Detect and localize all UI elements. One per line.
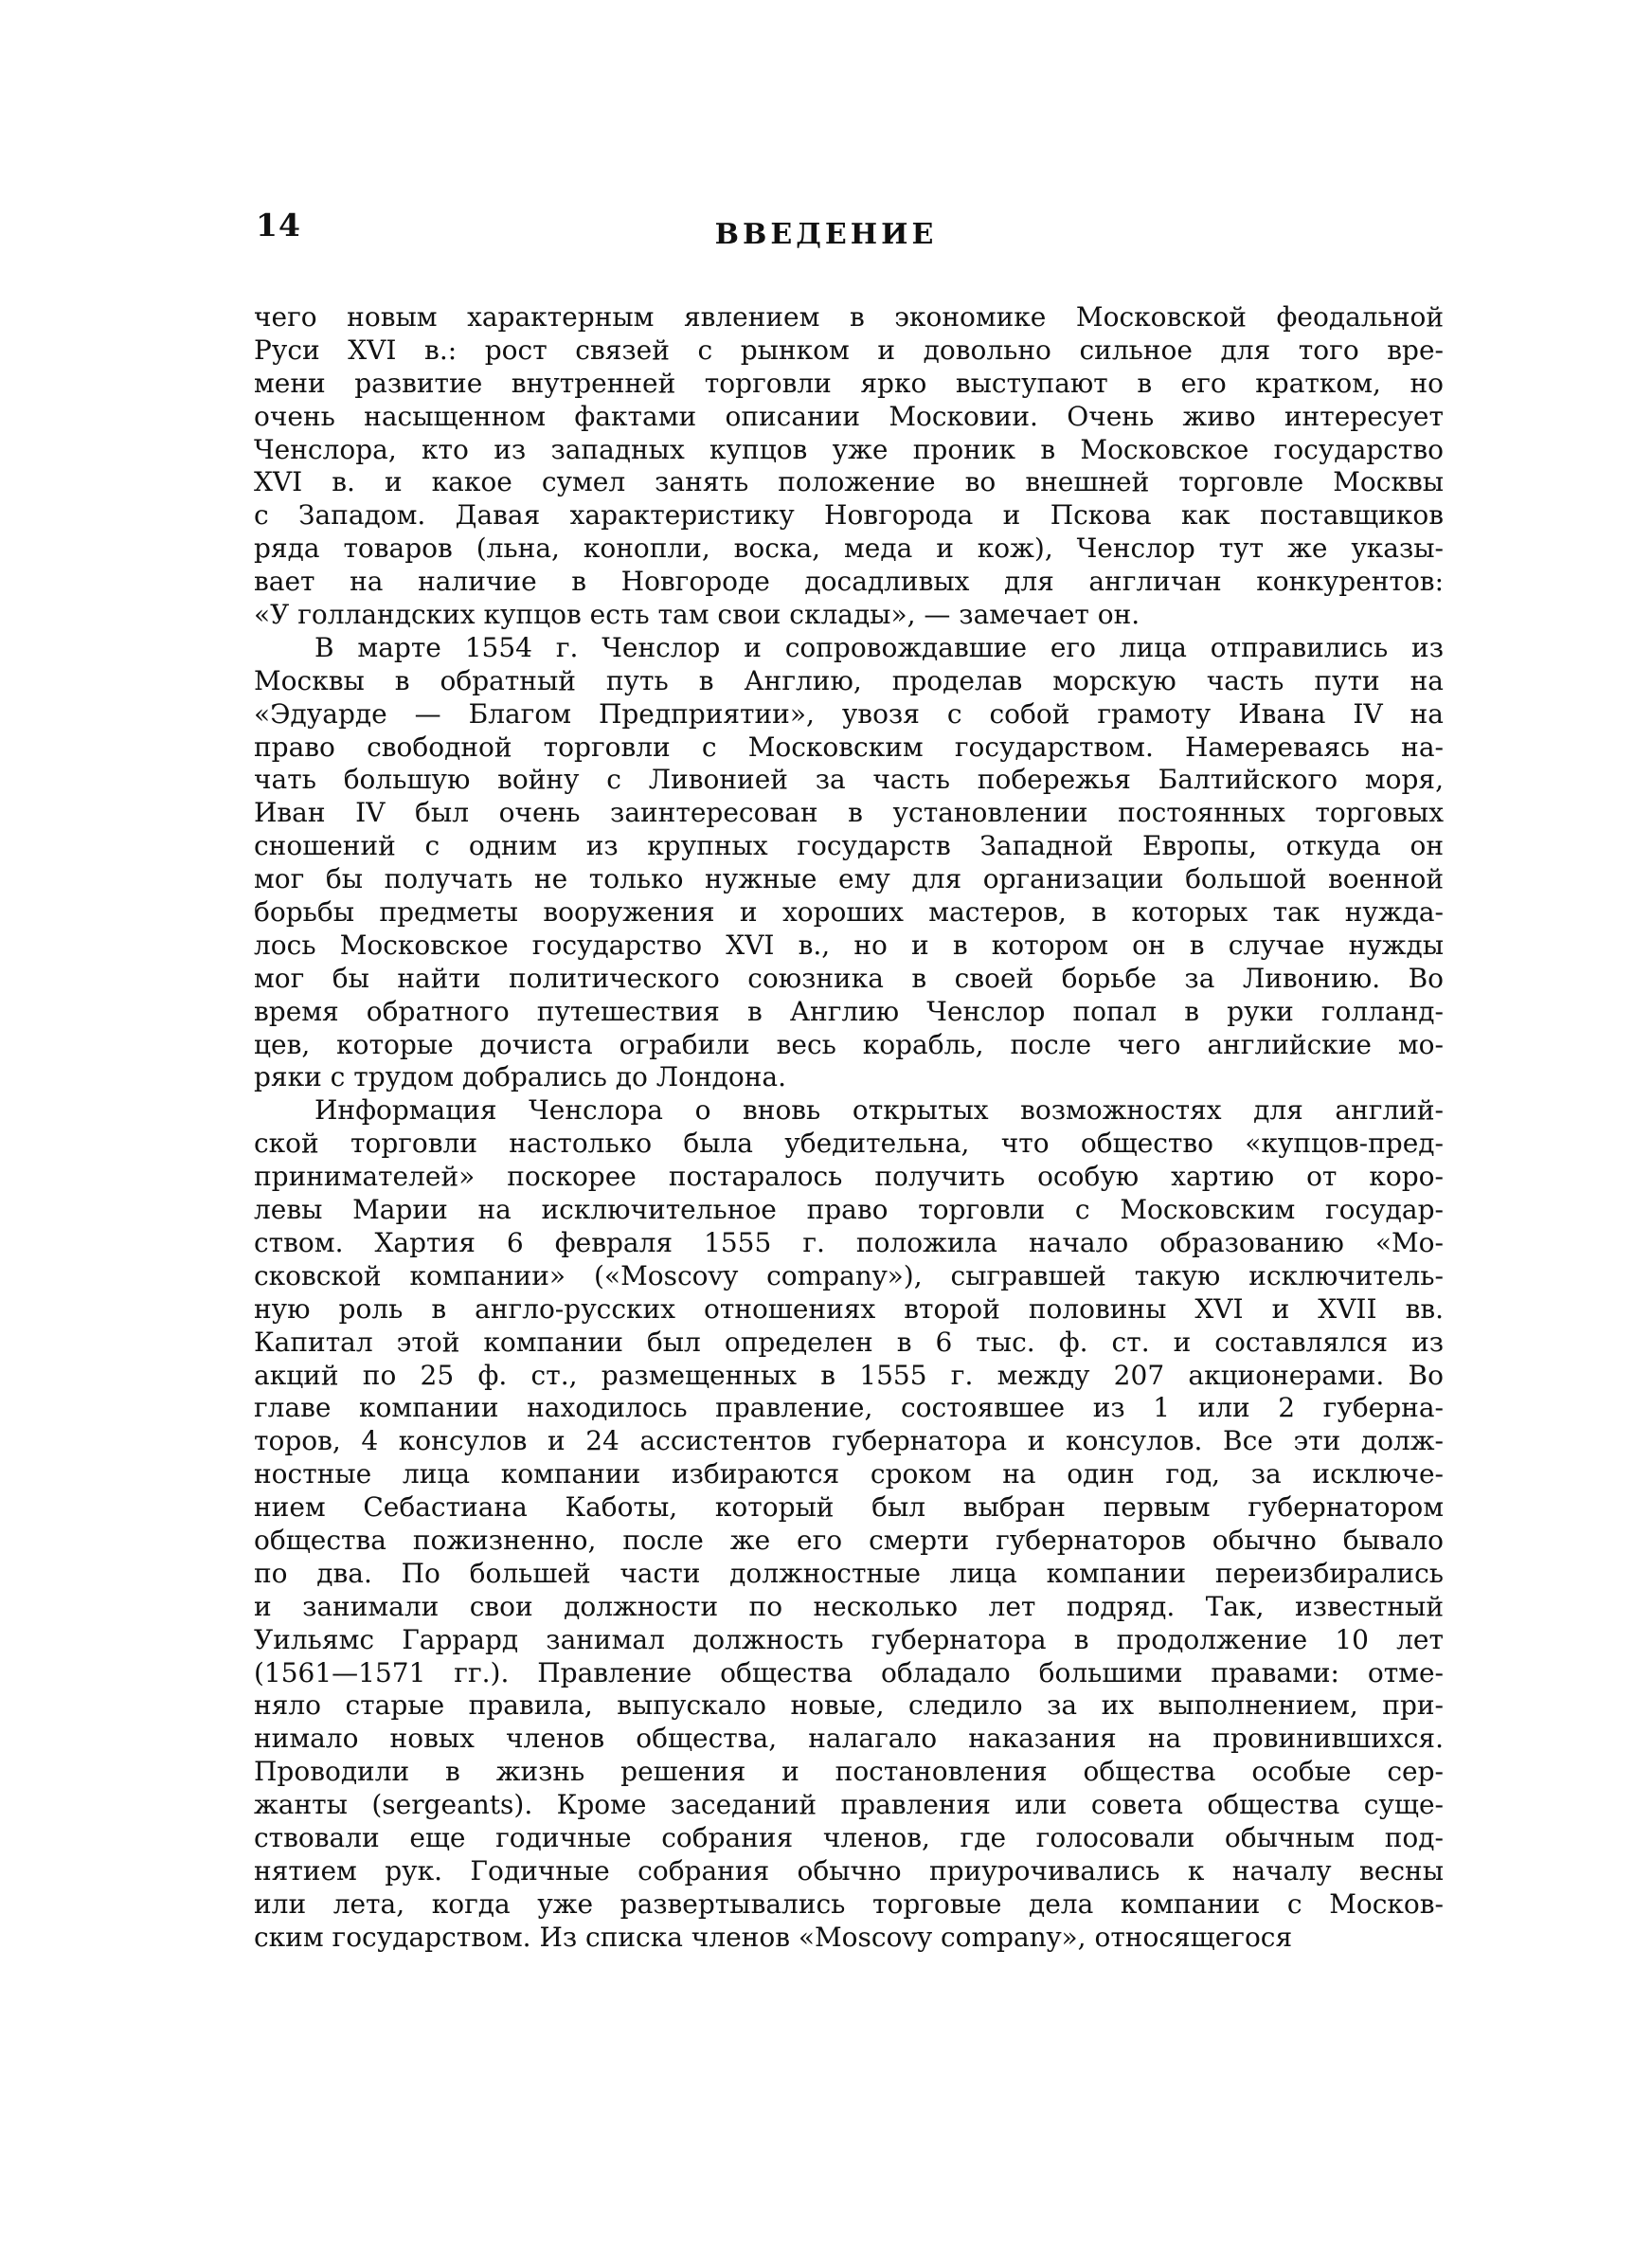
text-line: с Западом. Давая характеристику Новгорода и Пскова как поставщиков: [254, 499, 1444, 532]
running-head: ВВЕДЕНИЕ: [714, 218, 938, 251]
text-line: или лета, когда уже развертывались торговые дела компании с Москов-: [254, 1887, 1444, 1920]
text-line: ской торговли настолько была убедительна, что общество «купцов-пред-: [254, 1128, 1444, 1160]
text-line: чать большую войну с Ливонией за часть побережья Балтийского моря,: [254, 764, 1444, 796]
text-line: сношений с одним из крупных государств Западной Европы, откуда он: [254, 830, 1444, 862]
text-line: лось Московское государство XVI в., но и в котором он в случае нужды: [254, 929, 1444, 961]
text-line: нимало новых членов общества, налагало наказания на провинившихся.: [254, 1723, 1444, 1755]
text-line: (1561—1571 гг.). Правление общества обладало большими правами: отме-: [254, 1656, 1444, 1688]
text-line: Капитал этой компании был определен в 6 тыс. ф. ст. и составлялся из: [254, 1326, 1444, 1358]
text-line: ствовали еще годичные собрания членов, где голосовали обычным под-: [254, 1821, 1444, 1853]
text-line: мог бы найти политического союзника в своей борьбе за Ливонию. Во: [254, 962, 1444, 994]
text-line: мени развитие внутренней торговли ярко выступают в его кратком, но: [254, 367, 1444, 399]
text-line: нятием рук. Годичные собрания обычно приурочивались к началу весны: [254, 1854, 1444, 1887]
text-line: «Эдуарде — Благом Предприятии», увозя с собой грамоту Ивана IV на: [254, 697, 1444, 730]
text-line: няло старые правила, выпускало новые, следило за их выполнением, при-: [254, 1689, 1444, 1722]
text-line: Уильямс Гаррард занимал должность губернатора в продолжение 10 лет: [254, 1623, 1444, 1655]
text-line: цев, которые дочиста ограбили весь корабль, после чего английские мо-: [254, 1028, 1444, 1060]
text-line: ностные лица компании избираются сроком на один год, за исключе-: [254, 1458, 1444, 1490]
page-number: 14: [256, 207, 301, 244]
text-line: право свободной торговли с Московским государством. Намереваясь на-: [254, 731, 1444, 763]
paragraph: [254, 301, 1444, 632]
text-line: ским государством. Из списка членов «Moscovy company», относящегося: [254, 1921, 1293, 1953]
text-line: борьбы предметы вооружения и хороших мастеров, в которых так нужда-: [254, 896, 1444, 929]
text-line: Руси XVI в.: рост связей с рынком и довольно сильное для того вре-: [254, 334, 1444, 366]
text-line: ную роль в англо-русских отношениях второй половины XVI и XVII вв.: [254, 1292, 1444, 1325]
paragraph: [254, 632, 1444, 1094]
text-line: Москвы в обратный путь в Англию, проделав морскую часть пути на: [254, 664, 1444, 696]
text-line: общества пожизненно, после же его смерти губернаторов обычно бывало: [254, 1524, 1444, 1556]
text-line: Ченслора, кто из западных купцов уже проник в Московское государство: [254, 433, 1444, 465]
text-line: и занимали свои должности по несколько лет подряд. Так, известный: [254, 1590, 1444, 1622]
text-line: Проводили в жизнь решения и постановления общества особые сер-: [254, 1756, 1444, 1788]
paragraph: [254, 1094, 1444, 1954]
text-line: время обратного путешествия в Англию Ченслор попал в руки голланд-: [254, 995, 1444, 1027]
text-line: торов, 4 консулов и 24 ассистентов губернатора и консулов. Все эти долж-: [254, 1425, 1444, 1457]
text-line: «У голландских купцов есть там свои склады», — замечает он.: [254, 599, 1140, 631]
text-line: XVI в. и какое сумел занять положение во внешней торговле Москвы: [254, 466, 1444, 498]
text-line: мог бы получать не только нужные ему для организации большой военной: [254, 863, 1444, 895]
text-line: жанты (sergeants). Кроме заседаний правления или совета общества суще-: [254, 1789, 1444, 1821]
text-line: Информация Ченслора о вновь открытых возможностях для англий-: [314, 1094, 1444, 1127]
text-line: вает на наличие в Новгороде досадливых для англичан конкурентов:: [254, 566, 1444, 598]
text-line: левы Марии на исключительное право торговли с Московским государ-: [254, 1194, 1444, 1226]
text-line: главе компании находилось правление, состоявшее из 1 или 2 губерна-: [254, 1392, 1444, 1424]
text-line: сковской компании» («Moscovy company»), сыгравшей такую исключитель-: [254, 1259, 1444, 1291]
text-line: ством. Хартия 6 февраля 1555 г. положила начало образованию «Мо-: [254, 1226, 1444, 1258]
body-text: [254, 301, 1444, 1955]
text-line: очень насыщенном фактами описании Московии. Очень живо интересует: [254, 400, 1444, 432]
text-line: В марте 1554 г. Ченслор и сопровождавшие его лица отправились из: [314, 631, 1444, 663]
text-line: акций по 25 ф. ст., размещенных в 1555 г. между 207 акционерами. Во: [254, 1359, 1444, 1391]
text-line: нием Себастиана Каботы, который был выбран первым губернатором: [254, 1491, 1444, 1524]
text-line: ряда товаров (льна, конопли, воска, меда и кож), Ченслор тут же указы-: [254, 533, 1444, 565]
text-line: принимателей» поскорее постаралось получить особую хартию от коро-: [254, 1161, 1444, 1193]
text-line: Иван IV был очень заинтересован в установлении постоянных торговых: [254, 797, 1444, 829]
text-line: по два. По большей части должностные лица компании переизбирались: [254, 1557, 1444, 1589]
text-line: ряки с трудом добрались до Лондона.: [254, 1061, 786, 1093]
text-line: чего новым характерным явлением в экономике Московской феодальной: [254, 301, 1444, 333]
